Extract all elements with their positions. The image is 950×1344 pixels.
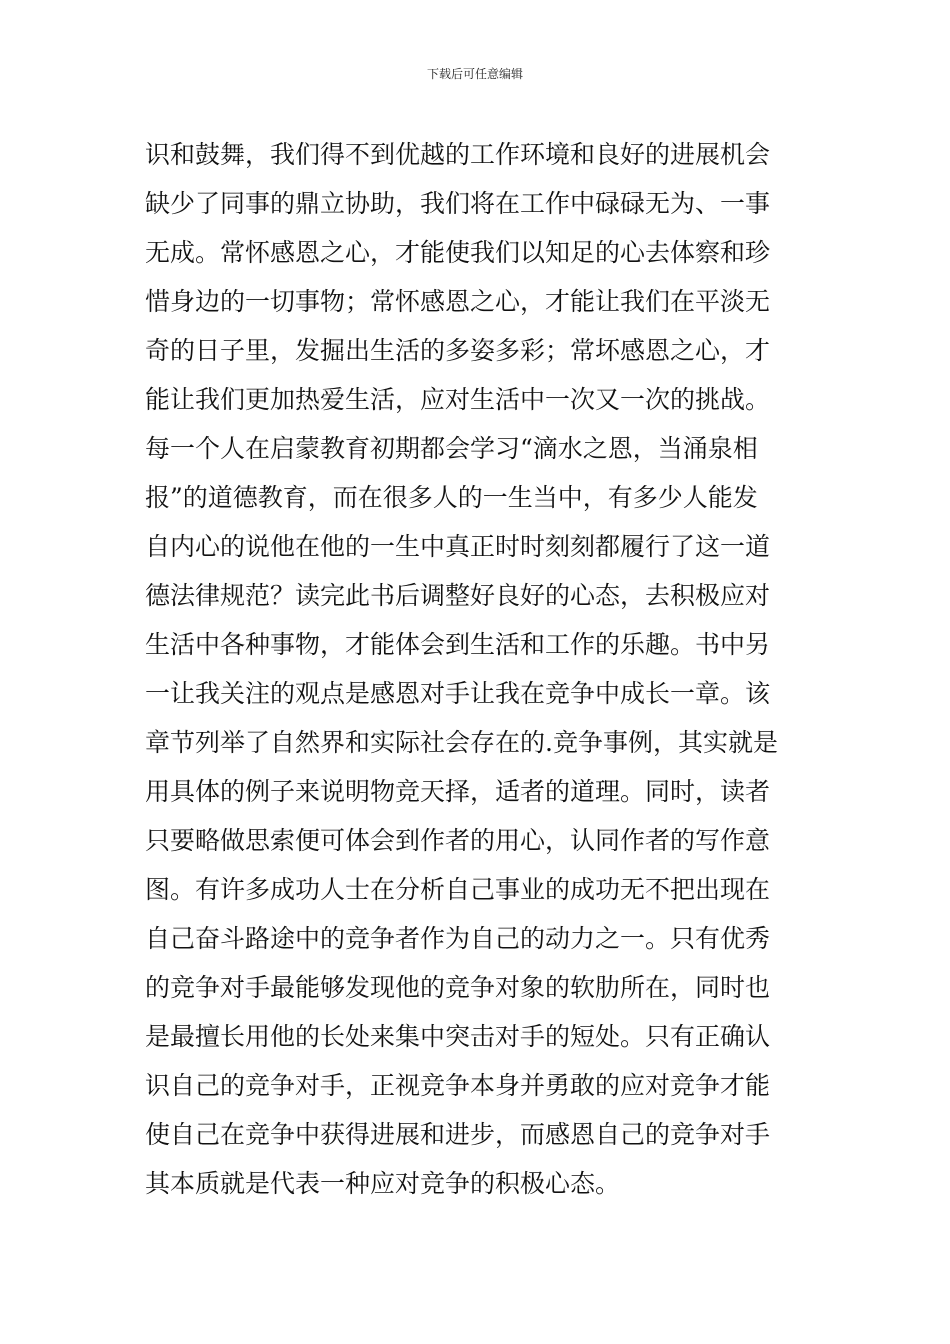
text-line: 每一个人在启蒙教育初期都会学习“滴水之恩，当涌泉相 (145, 434, 758, 463)
text-line: 自己奋斗路途中的竞争者作为自己的动力之一。只有优秀 (145, 924, 771, 953)
text-line: 的竞争对手最能够发现他的竞争对象的软肋所在，同时也 (145, 973, 771, 1002)
text-line: 惜身边的一切事物；常怀感恩之心，才能让我们在平淡无 (145, 287, 771, 316)
text-line: 报”的道德教育，而在很多人的一生当中，有多少人能发 (145, 483, 758, 512)
text-line: 德法律规范？读完此书后调整好良好的心态，去积极应对 (145, 581, 771, 610)
text-line: 自内心的说他在他的一生中真正时时刻刻都履行了这一道 (145, 532, 771, 561)
text-line: 图。有许多成功人士在分析自己事业的成功无不把出现在 (145, 875, 771, 904)
text-line: 能让我们更加热爱生活，应对生活中一次又一次的挑战。 (145, 385, 771, 414)
text-line: 识自己的竞争对手，正视竞争本身并勇敢的应对竞争才能 (145, 1071, 771, 1100)
header-note: 下载后可任意编辑 (426, 67, 523, 81)
body-text (145, 130, 810, 1208)
text-line: 识和鼓舞，我们得不到优越的工作环境和良好的进展机会 (145, 140, 771, 169)
text-line: 用具体的例子来说明物竞天择，适者的道理。同时，读者 (145, 777, 771, 806)
text-line: 只要略做思索便可体会到作者的用心，认同作者的写作意 (145, 826, 771, 855)
text-line: 其本质就是代表一种应对竞争的积极心态。 (145, 1169, 621, 1198)
text-line: 章节列举了自然界和实际社会存在的.竞争事例，其实就是 (145, 728, 778, 757)
text-line: 无成。常怀感恩之心，才能使我们以知足的心去体察和珍 (145, 238, 771, 267)
text-line: 使自己在竞争中获得进展和进步，而感恩自己的竞争对手 (145, 1120, 771, 1149)
text-line: 奇的日子里，发掘出生活的多姿多彩；常坏感恩之心，才 (145, 336, 771, 365)
text-line: 生活中各种事物，才能体会到生活和工作的乐趣。书中另 (145, 630, 771, 659)
text-line: 一让我关注的观点是感恩对手让我在竞争中成长一章。该 (145, 679, 771, 708)
text-line: 是最擅长用他的长处来集中突击对手的短处。只有正确认 (145, 1022, 771, 1051)
text-line: 缺少了同事的鼎立协助，我们将在工作中碌碌无为、一事 (145, 189, 771, 218)
